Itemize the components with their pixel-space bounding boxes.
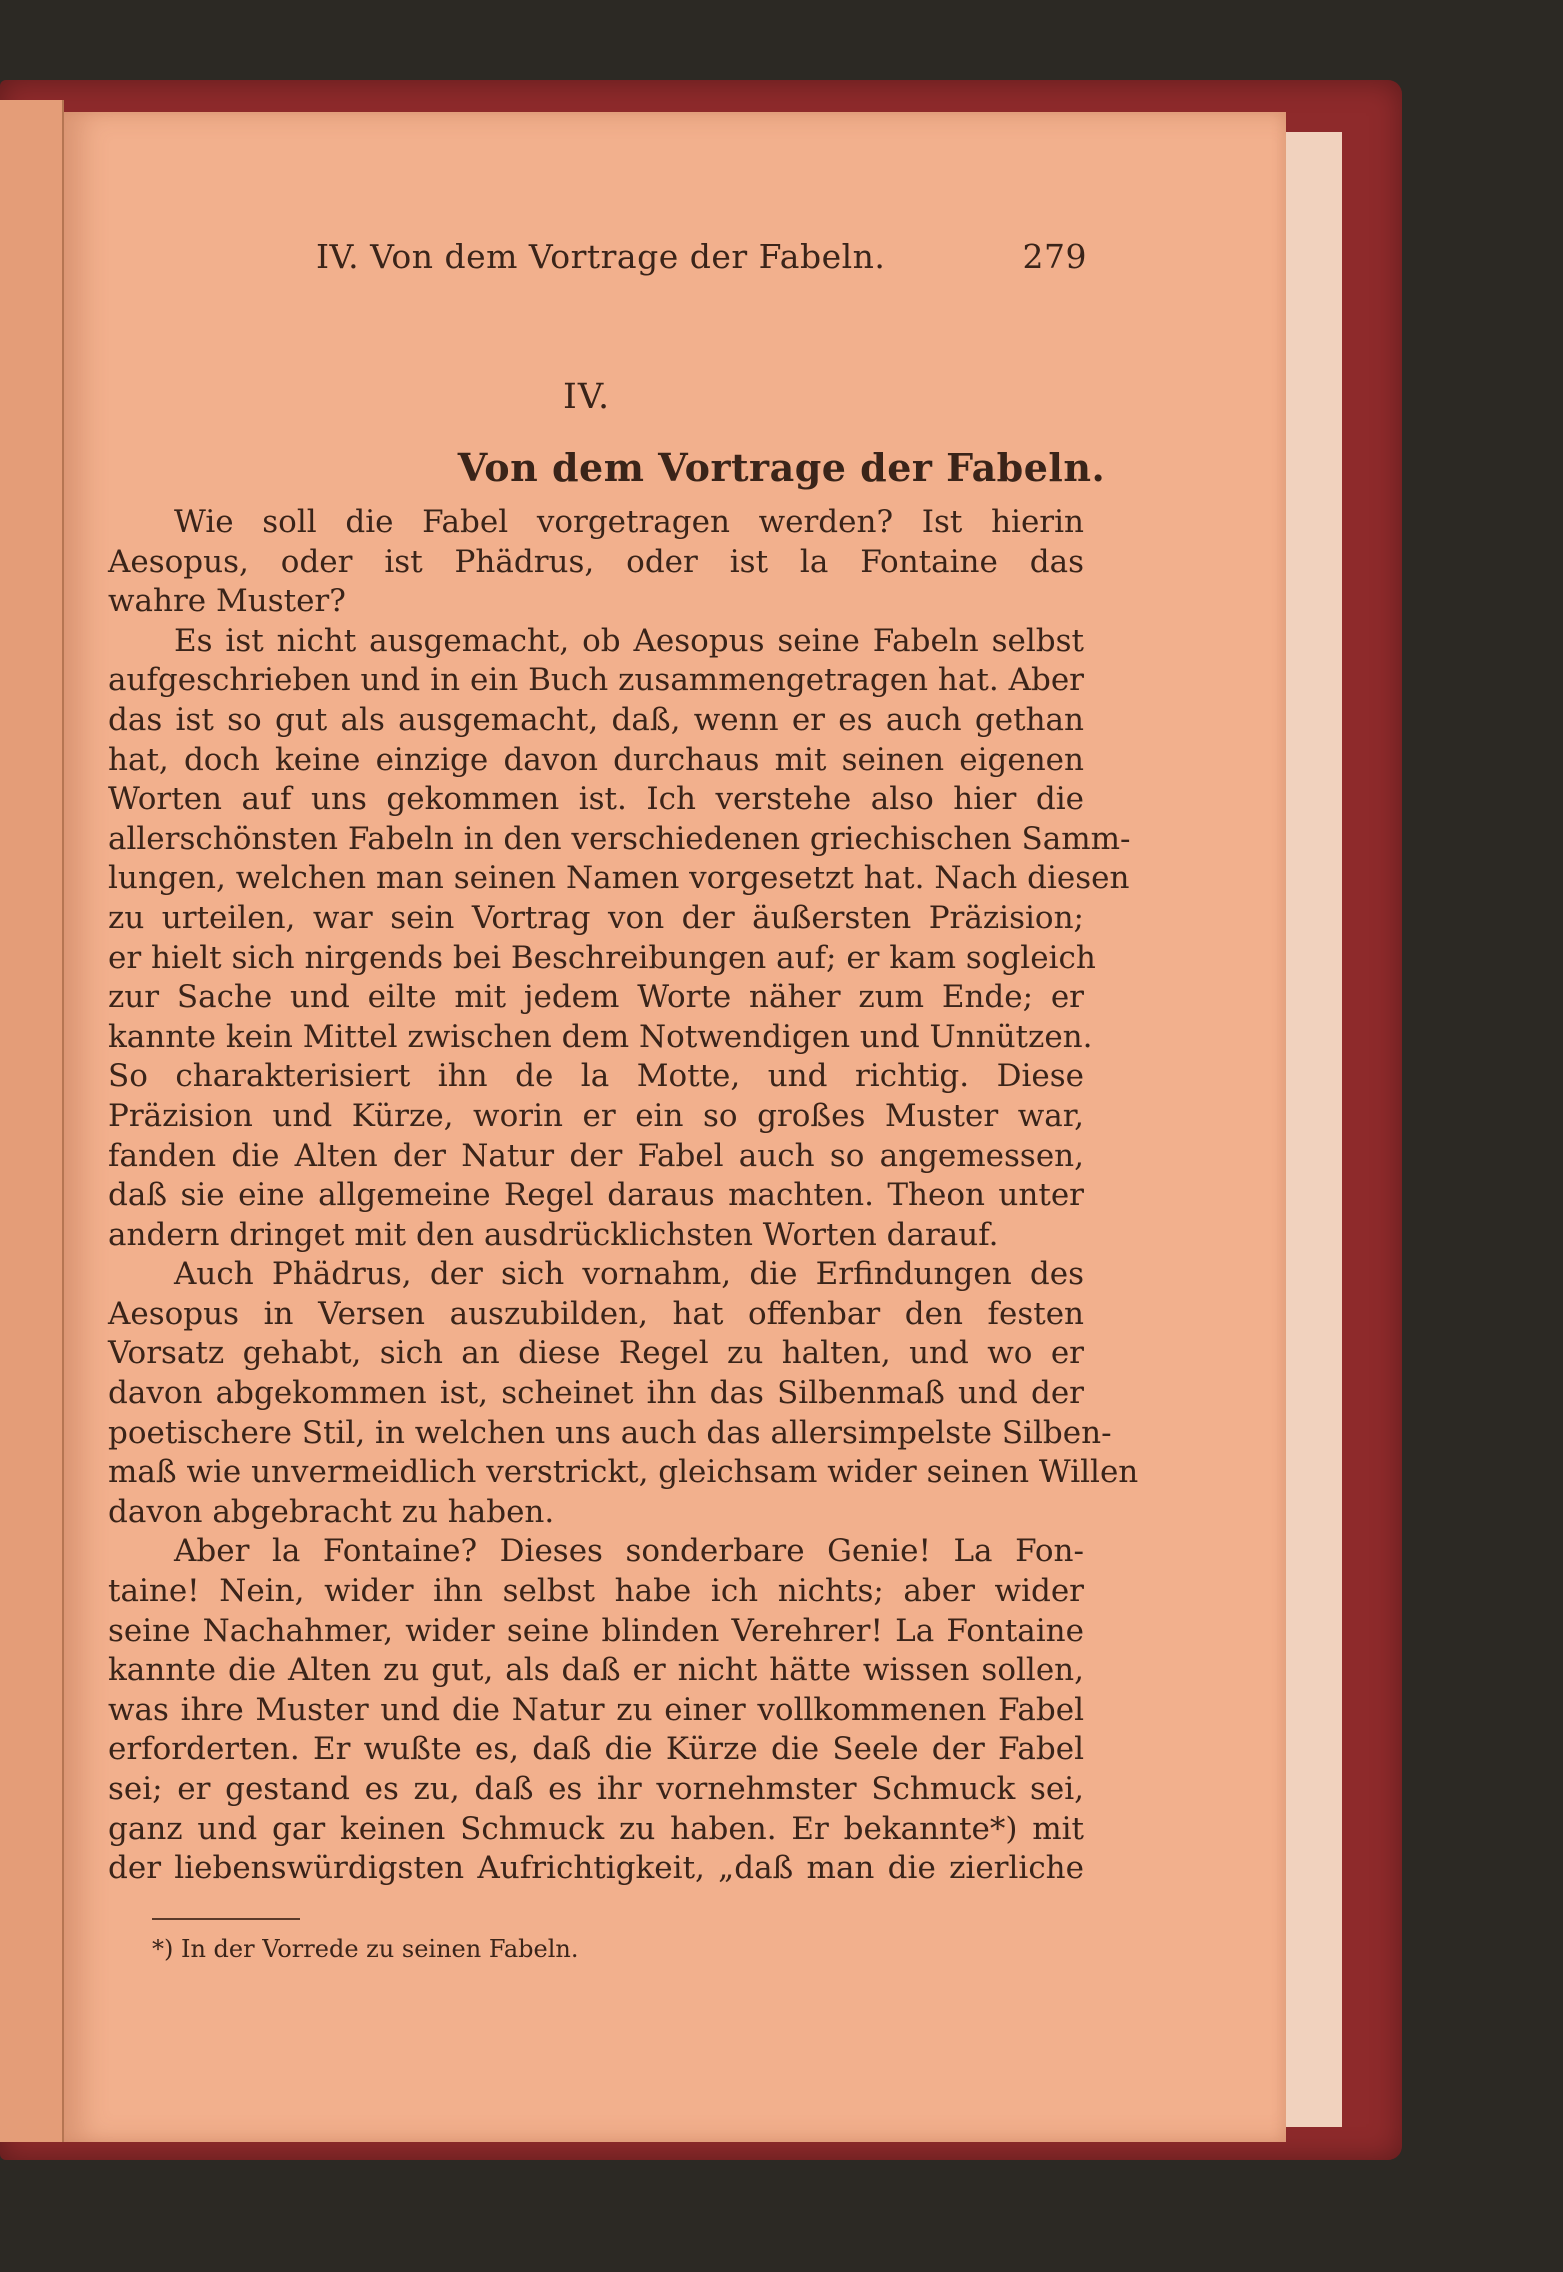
text-line: ganz und gar keinen Schmuck zu haben. Er bekannte*) mit xyxy=(108,1810,1084,1847)
text-line: allerschönsten Fabeln in den verschiedenen griechischen Samm- xyxy=(108,820,1131,857)
page-number: 279 xyxy=(1022,237,1087,276)
text-line: aufgeschrieben und in ein Buch zusammengetragen hat. Aber xyxy=(108,662,1084,699)
text-line: wahre Muster? xyxy=(108,583,346,620)
text-line: zu urteilen, war sein Vortrag von der äußersten Präzision; xyxy=(108,899,1084,936)
text-line: Auch Phädrus, der sich vornahm, die Erfindungen des xyxy=(174,1256,1084,1293)
chapter-number: IV. xyxy=(563,377,611,417)
text-line: maß wie unvermeidlich verstrickt, gleichsam wider seinen Willen xyxy=(108,1454,1139,1491)
text-line: fanden die Alten der Natur der Fabel auch so angemessen, xyxy=(108,1137,1084,1174)
text-line: was ihre Muster und die Natur zu einer vollkommenen Fabel xyxy=(108,1691,1084,1728)
text-line: das ist so gut als ausgemacht, daß, wenn er es auch gethan xyxy=(108,701,1084,738)
text-line: seine Nachahmer, wider seine blinden Verehrer! La Fontaine xyxy=(108,1612,1084,1649)
running-title: IV. Von dem Vortrage der Fabeln. xyxy=(316,237,886,276)
text-line: lungen, welchen man seinen Namen vorgesetzt hat. Nach diesen xyxy=(108,860,1130,897)
footnote: *) In der Vorrede zu seinen Fabeln. xyxy=(152,1935,579,1963)
chapter-title: Von dem Vortrage der Fabeln. xyxy=(457,445,1106,490)
text-line: daß sie eine allgemeine Regel daraus machten. Theon unter xyxy=(108,1177,1084,1214)
text-line: der liebenswürdigsten Aufrichtigkeit, „daß man die zierliche xyxy=(108,1850,1084,1887)
text-line: sei; er gestand es zu, daß es ihr vornehmster Schmuck sei, xyxy=(108,1771,1084,1807)
footnote-rule xyxy=(152,1918,300,1920)
text-line: erforderten. Er wußte es, daß die Kürze die Seele der Fabel xyxy=(108,1731,1084,1768)
body-text xyxy=(108,503,1139,1889)
text-line: poetischere Stil, in welchen uns auch das allersimpelste Silben- xyxy=(108,1414,1112,1451)
text-line: davon abgekommen ist, scheinet ihn das Silbenmaß und der xyxy=(108,1375,1084,1412)
text-line: taine! Nein, wider ihn selbst habe ich nichts; aber wider xyxy=(108,1573,1084,1610)
text-line: Worten auf uns gekommen ist. Ich verstehe also hier die xyxy=(108,781,1084,818)
text-line: hat, doch keine einzige davon durchaus mit seinen eigenen xyxy=(108,741,1084,778)
text-line: Wie soll die Fabel vorgetragen werden? Ist hierin xyxy=(174,504,1084,540)
text-line: kannte die Alten zu gut, als daß er nicht hätte wissen sollen, xyxy=(108,1652,1084,1689)
text-line: Präzision und Kürze, worin er ein so großes Muster war, xyxy=(108,1097,1084,1134)
left-page-edge xyxy=(0,100,64,2142)
text-line: Es ist nicht ausgemacht, ob Aesopus seine Fabeln selbst xyxy=(174,622,1084,659)
text-line: zur Sache und eilte mit jedem Worte näher zum Ende; er xyxy=(108,979,1084,1016)
text-line: So charakterisiert ihn de la Motte, und richtig. Diese xyxy=(108,1058,1084,1095)
text-line: kannte kein Mittel zwischen dem Notwendigen und Unnützen. xyxy=(108,1018,1093,1055)
text-line: er hielt sich nirgends bei Beschreibungen auf; er kam sogleich xyxy=(108,939,1096,976)
text-line: Aesopus in Versen auszubilden, hat offenbar den festen xyxy=(108,1295,1084,1332)
text-line: Vorsatz gehabt, sich an diese Regel zu halten, und wo er xyxy=(108,1335,1084,1372)
text-line: andern dringet mit den ausdrücklichsten Worten darauf. xyxy=(108,1216,999,1253)
text-line: davon abgebracht zu haben. xyxy=(108,1493,555,1530)
text-line: Aesopus, oder ist Phädrus, oder ist la Fontaine das xyxy=(108,543,1084,580)
text-line: Aber la Fontaine? Dieses sonderbare Genie! La Fon- xyxy=(174,1533,1084,1570)
